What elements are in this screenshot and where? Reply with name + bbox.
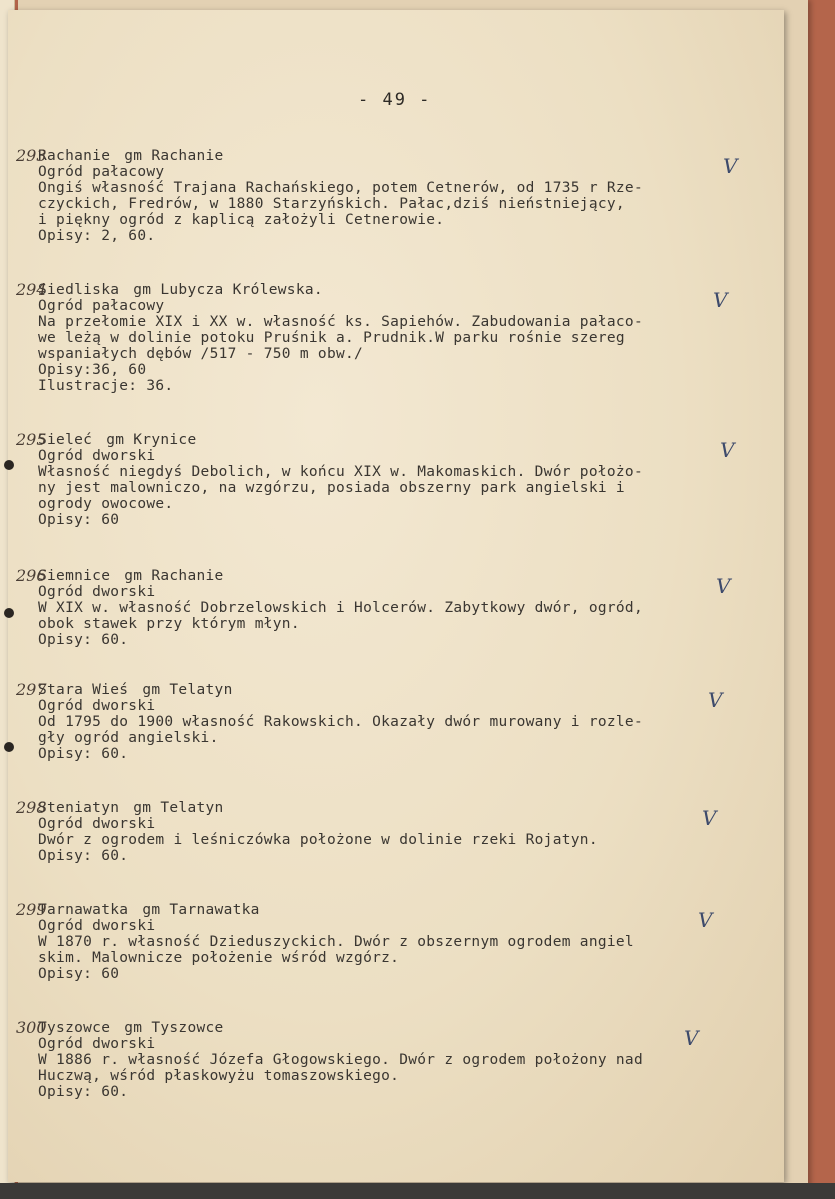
gmina-name: gm Rachanie <box>124 148 224 164</box>
place-name: Steniatyn <box>38 800 120 816</box>
description-line: i piękny ogród z kaplicą założyli Cetnerowie. <box>38 212 445 228</box>
binder-hole <box>4 742 14 752</box>
ilustracje-reference: Ilustracje: 36. <box>38 378 174 394</box>
garden-type: Ogród dworski <box>38 584 156 600</box>
entry-heading <box>38 800 773 816</box>
description-line: wspaniałych dębów /517 - 750 m obw./ <box>38 346 364 362</box>
gmina-name: gm Krynice <box>106 432 197 448</box>
entry-number: 296 <box>16 566 47 585</box>
entry-heading <box>38 432 773 448</box>
opisy-reference: Opisy: 60 <box>38 512 120 528</box>
entry-heading <box>38 1020 773 1036</box>
entry-number: 295 <box>16 430 47 449</box>
gmina-name: gm Tarnawatka <box>142 902 260 918</box>
check-mark: V <box>708 688 723 712</box>
entry-number: 299 <box>16 900 47 919</box>
check-mark: V <box>702 806 717 830</box>
opisy-reference: Opisy: 60 <box>38 966 120 982</box>
entry-number: 297 <box>16 680 47 699</box>
gmina-name: gm Telatyn <box>133 800 224 816</box>
garden-type: Ogród dworski <box>38 448 156 464</box>
catalog-entry <box>16 1018 773 1100</box>
place-name: Stara Wieś <box>38 682 129 698</box>
place-name: Tarnawatka <box>38 902 129 918</box>
entry-number: 294 <box>16 280 47 299</box>
description-line: W XIX w. własność Dobrzelowskich i Holcerów. Zabytkowy dwór, ogród, <box>38 600 643 616</box>
binder-hole <box>4 608 14 618</box>
check-mark: V <box>684 1026 699 1050</box>
document-page <box>8 10 784 1182</box>
catalog-entry <box>16 680 773 762</box>
description-line: gły ogród angielski. <box>38 730 219 746</box>
garden-type: Ogród dworski <box>38 918 156 934</box>
opisy-reference: Opisy:36, 60 <box>38 362 147 378</box>
opisy-reference: Opisy: 60. <box>38 632 129 648</box>
description-line: skim. Malownicze położenie wśród wzgórz. <box>38 950 400 966</box>
description-line: obok stawek przy którym młyn. <box>38 616 300 632</box>
description-line: Dwór z ogrodem i leśniczówka położone w dolinie rzeki Rojatyn. <box>38 832 598 848</box>
description-line: Huczwą, wśród płaskowyżu tomaszowskiego. <box>38 1068 400 1084</box>
description-line: W 1870 r. własność Dzieduszyckich. Dwór z obszernym ogrodem angiel <box>38 934 634 950</box>
opisy-reference: Opisy: 2, 60. <box>38 228 156 244</box>
check-mark: V <box>720 438 735 462</box>
description-line: czyckich, Fredrów, w 1880 Starzyńskich. Pałac,dziś nieństniejący, <box>38 196 625 212</box>
garden-type: Ogród dworski <box>38 698 156 714</box>
catalog-entry <box>16 798 773 864</box>
place-name: Rachanie <box>38 148 111 164</box>
check-mark: V <box>698 908 713 932</box>
description-line: we leżą w dolinie potoku Pruśnik a. Prudnik.W parku rośnie szereg <box>38 330 625 346</box>
description-line: ny jest malowniczo, na wzgórzu, posiada obszerny park angielski i <box>38 480 625 496</box>
place-name: Siedliska <box>38 282 120 298</box>
entry-number: 300 <box>16 1018 47 1037</box>
opisy-reference: Opisy: 60. <box>38 746 129 762</box>
entry-heading <box>38 148 773 164</box>
entry-heading <box>38 902 773 918</box>
gmina-name: gm Tyszowce <box>124 1020 224 1036</box>
entry-number: 293 <box>16 146 47 165</box>
opisy-reference: Opisy: 60. <box>38 1084 129 1100</box>
bottom-edge <box>0 1183 835 1199</box>
check-mark: V <box>723 154 738 178</box>
catalog-entry <box>16 900 773 982</box>
description-line: Na przełomie XIX i XX w. własność ks. Sapiehów. Zabudowania pałaco- <box>38 314 643 330</box>
gmina-name: gm Lubycza Królewska. <box>133 282 323 298</box>
description-line: W 1886 r. własność Józefa Głogowskiego. Dwór z ogrodem położony nad <box>38 1052 643 1068</box>
description-line: Ongiś własność Trajana Rachańskiego, potem Cetnerów, od 1735 r Rze- <box>38 180 643 196</box>
entry-heading <box>38 568 773 584</box>
gmina-name: gm Rachanie <box>124 568 224 584</box>
entry-heading <box>38 282 773 298</box>
catalog-entry <box>16 146 773 244</box>
description-line: Własność niegdyś Debolich, w końcu XIX w. Makomaskich. Dwór położo- <box>38 464 643 480</box>
gmina-name: gm Telatyn <box>142 682 233 698</box>
entry-number: 298 <box>16 798 47 817</box>
binder-hole <box>4 460 14 470</box>
check-mark: V <box>713 288 728 312</box>
catalog-entry <box>16 566 773 648</box>
garden-type: Ogród pałacowy <box>38 164 165 180</box>
entry-heading <box>38 682 773 698</box>
garden-type: Ogród dworski <box>38 1036 156 1052</box>
opisy-reference: Opisy: 60. <box>38 848 129 864</box>
catalog-entry <box>16 280 773 394</box>
place-name: Siemnice <box>38 568 111 584</box>
place-name: Tyszowce <box>38 1020 111 1036</box>
description-line: ogrody owocowe. <box>38 496 174 512</box>
description-line: Od 1795 do 1900 własność Rakowskich. Okazały dwór murowany i rozle- <box>38 714 643 730</box>
check-mark: V <box>716 574 731 598</box>
garden-type: Ogród pałacowy <box>38 298 165 314</box>
page-number: - 49 - <box>358 90 432 110</box>
garden-type: Ogród dworski <box>38 816 156 832</box>
place-name: Sieleć <box>38 432 93 448</box>
catalog-entry <box>16 430 773 528</box>
